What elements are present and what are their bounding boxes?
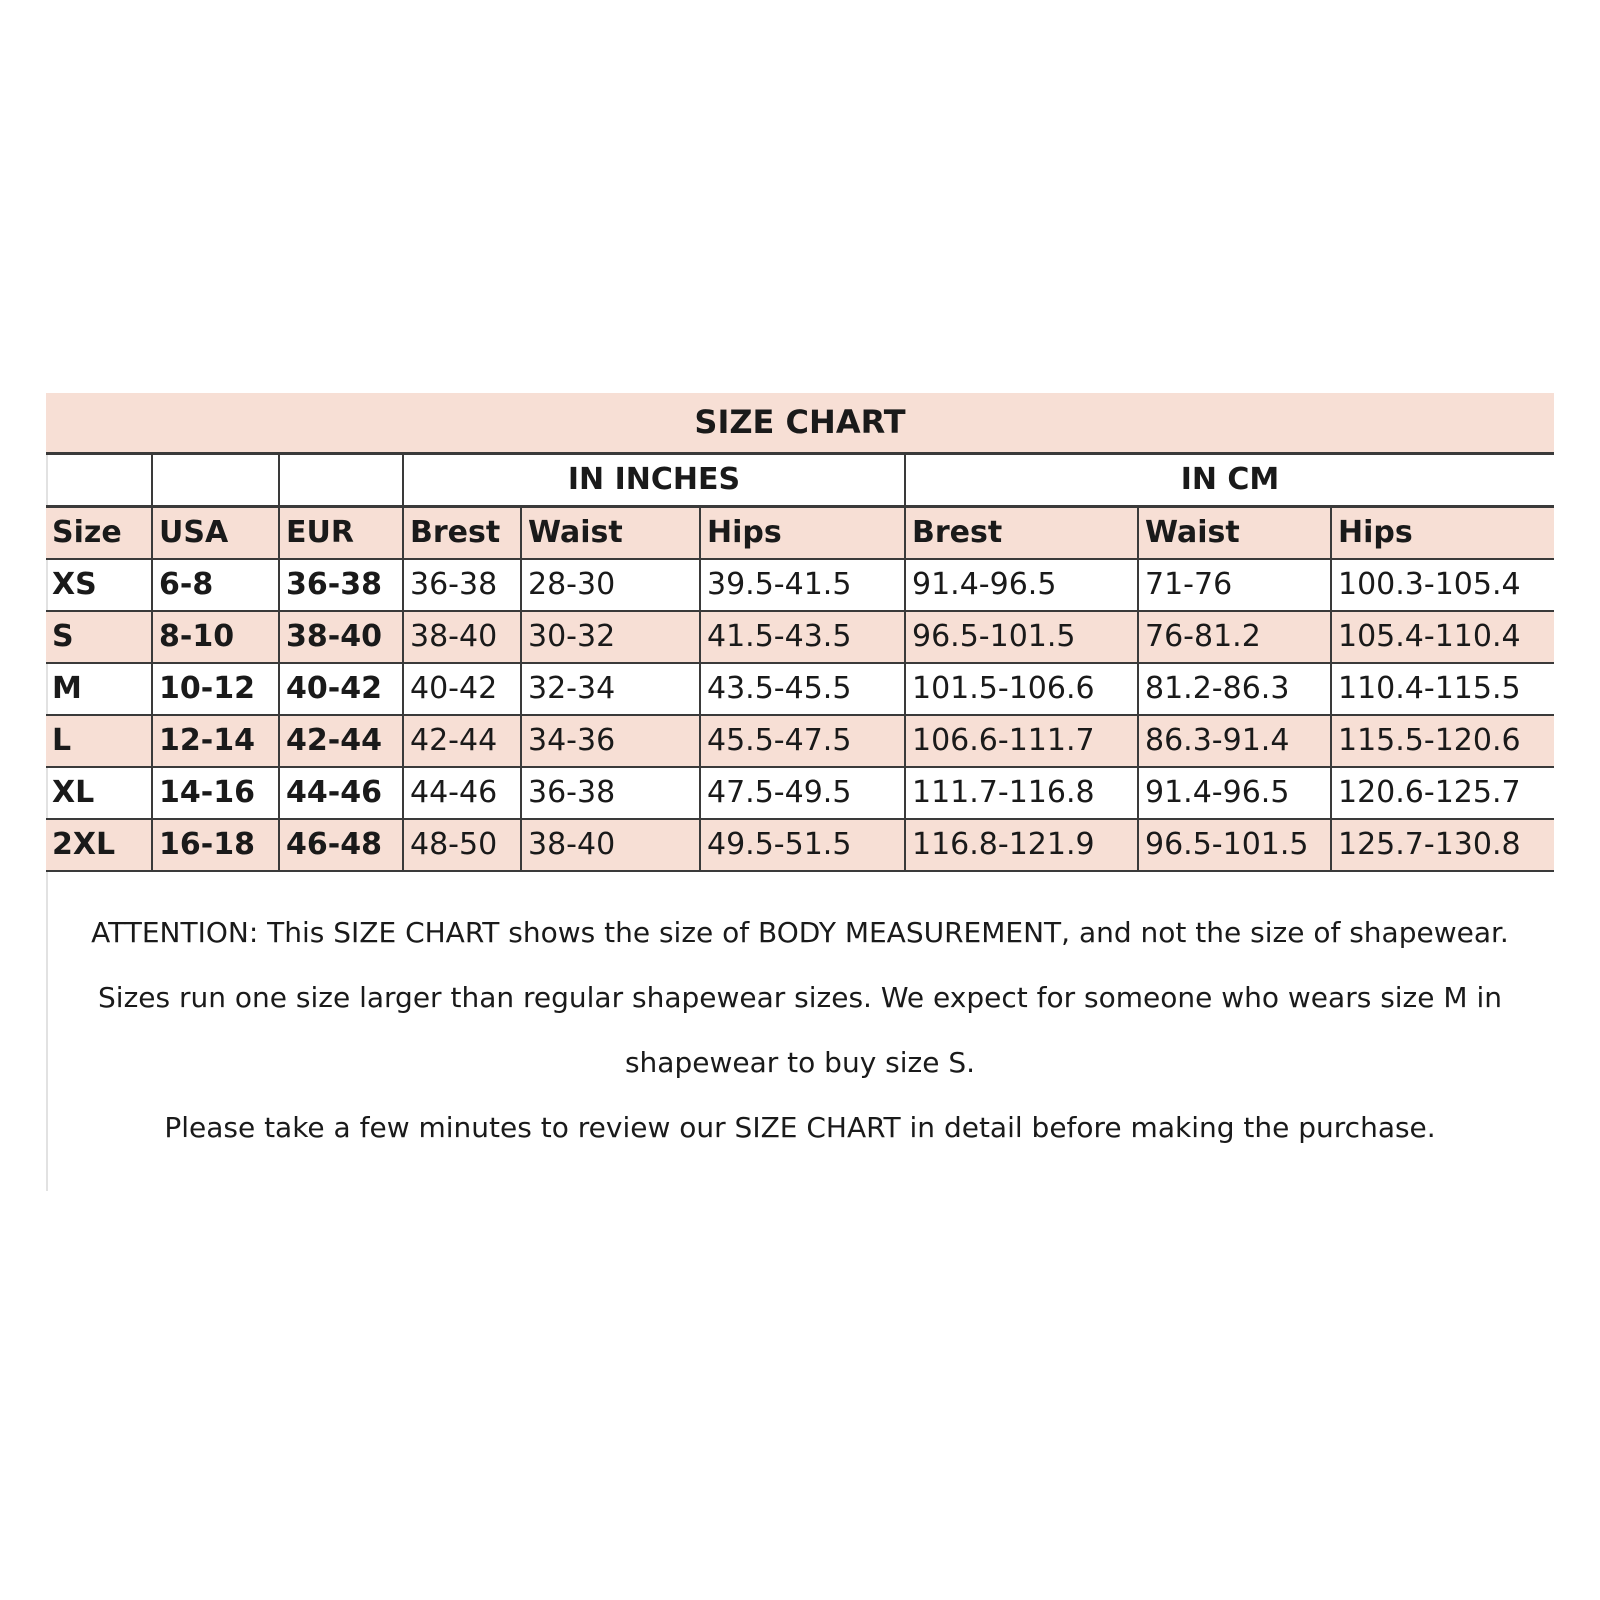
cell-size: 2XL — [46, 819, 152, 871]
cell-inch-hips: 43.5-45.5 — [700, 663, 905, 715]
note-line-2: Sizes run one size larger than regular shapewear sizes. We expect for someone who wears size M in — [98, 981, 1502, 1014]
cell-cm-hips: 115.5-120.6 — [1331, 715, 1554, 767]
cell-usa: 14-16 — [152, 767, 279, 819]
cell-inch-waist: 28-30 — [521, 559, 700, 611]
cell-cm-hips: 120.6-125.7 — [1331, 767, 1554, 819]
cell-cm-waist: 96.5-101.5 — [1138, 819, 1331, 871]
cell-inch-brest: 38-40 — [403, 611, 521, 663]
cell-cm-hips: 125.7-130.8 — [1331, 819, 1554, 871]
cell-inch-hips: 39.5-41.5 — [700, 559, 905, 611]
table-row — [46, 559, 1554, 611]
note-line-4: Please take a few minutes to review our SIZE CHART in detail before making the purchase. — [164, 1111, 1436, 1144]
cell-eur: 36-38 — [279, 559, 403, 611]
cell-size: M — [46, 663, 152, 715]
cell-usa: 6-8 — [152, 559, 279, 611]
cell-cm-hips: 105.4-110.4 — [1331, 611, 1554, 663]
table-row — [46, 819, 1554, 871]
col-header-cm-brest: Brest — [905, 506, 1138, 559]
cell-eur: 44-46 — [279, 767, 403, 819]
title-row — [46, 393, 1554, 453]
cell-inch-waist: 30-32 — [521, 611, 700, 663]
cell-inch-hips: 49.5-51.5 — [700, 819, 905, 871]
cell-inch-hips: 45.5-47.5 — [700, 715, 905, 767]
col-header-inch-hips: Hips — [700, 506, 905, 559]
cell-usa: 10-12 — [152, 663, 279, 715]
chart-title: SIZE CHART — [46, 393, 1554, 453]
column-header-row — [46, 506, 1554, 559]
cell-usa: 8-10 — [152, 611, 279, 663]
cell-eur: 40-42 — [279, 663, 403, 715]
cell-inch-brest: 40-42 — [403, 663, 521, 715]
empty-group-cell — [46, 453, 152, 506]
cell-inch-waist: 32-34 — [521, 663, 700, 715]
cell-cm-waist: 86.3-91.4 — [1138, 715, 1331, 767]
cell-cm-brest: 96.5-101.5 — [905, 611, 1138, 663]
cell-cm-brest: 111.7-116.8 — [905, 767, 1138, 819]
unit-group-row — [46, 453, 1554, 506]
cell-usa: 12-14 — [152, 715, 279, 767]
cell-eur: 46-48 — [279, 819, 403, 871]
size-chart-table — [46, 393, 1554, 872]
table-row — [46, 663, 1554, 715]
col-header-size: Size — [46, 506, 152, 559]
cell-size: L — [46, 715, 152, 767]
note-line-3: shapewear to buy size S. — [624, 1046, 976, 1079]
cell-inch-hips: 47.5-49.5 — [700, 767, 905, 819]
group-in-inches: IN INCHES — [403, 453, 905, 506]
col-header-inch-waist: Waist — [521, 506, 700, 559]
cell-size: XS — [46, 559, 152, 611]
cell-cm-waist: 81.2-86.3 — [1138, 663, 1331, 715]
cell-cm-brest: 101.5-106.6 — [905, 663, 1138, 715]
cell-inch-brest: 44-46 — [403, 767, 521, 819]
cell-inch-hips: 41.5-43.5 — [700, 611, 905, 663]
empty-group-cell — [279, 453, 403, 506]
cell-inch-waist: 34-36 — [521, 715, 700, 767]
cell-cm-waist: 91.4-96.5 — [1138, 767, 1331, 819]
cell-cm-brest: 91.4-96.5 — [905, 559, 1138, 611]
cell-usa: 16-18 — [152, 819, 279, 871]
cell-eur: 38-40 — [279, 611, 403, 663]
table-row — [46, 611, 1554, 663]
cell-cm-hips: 110.4-115.5 — [1331, 663, 1554, 715]
size-chart — [46, 393, 1554, 872]
note-line-1: ATTENTION: This SIZE CHART shows the size of BODY MEASUREMENT, and not the size of shapewear. — [91, 916, 1509, 949]
attention-notes — [46, 900, 1554, 1160]
col-header-eur: EUR — [279, 506, 403, 559]
cell-cm-hips: 100.3-105.4 — [1331, 559, 1554, 611]
cell-size: S — [46, 611, 152, 663]
col-header-cm-hips: Hips — [1331, 506, 1554, 559]
cell-cm-waist: 71-76 — [1138, 559, 1331, 611]
cell-cm-brest: 116.8-121.9 — [905, 819, 1138, 871]
table-row — [46, 767, 1554, 819]
table-row — [46, 715, 1554, 767]
col-header-inch-brest: Brest — [403, 506, 521, 559]
cell-size: XL — [46, 767, 152, 819]
cell-inch-brest: 48-50 — [403, 819, 521, 871]
cell-inch-waist: 36-38 — [521, 767, 700, 819]
col-header-usa: USA — [152, 506, 279, 559]
empty-group-cell — [152, 453, 279, 506]
cell-inch-brest: 42-44 — [403, 715, 521, 767]
col-header-cm-waist: Waist — [1138, 506, 1331, 559]
cell-eur: 42-44 — [279, 715, 403, 767]
cell-inch-brest: 36-38 — [403, 559, 521, 611]
group-in-cm: IN CM — [905, 453, 1554, 506]
cell-inch-waist: 38-40 — [521, 819, 700, 871]
cell-cm-brest: 106.6-111.7 — [905, 715, 1138, 767]
cell-cm-waist: 76-81.2 — [1138, 611, 1331, 663]
